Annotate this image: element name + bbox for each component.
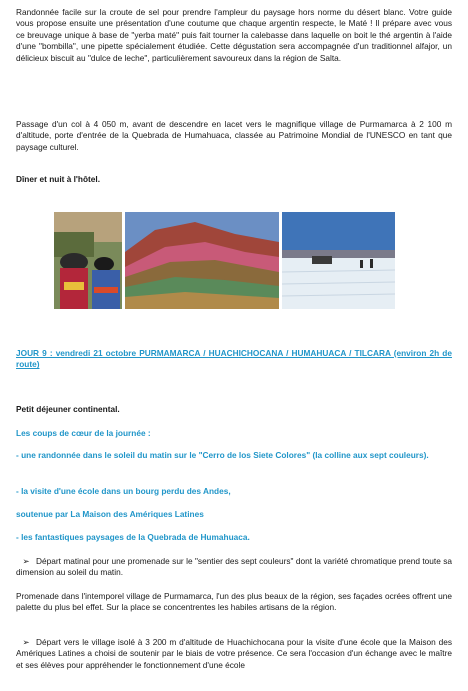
salt-flat-photo <box>282 212 395 309</box>
bullet-2-text: Départ vers le village isolé à 3 200 m d'altitude de Huachichocana pour la visite d'une école que la Maison des Amériques Latines a choisi de soutenir par le biais de votre présence. Ce sera l'occasion d'un échange avec le maître et ses élèves pour appréhender le fonctionnement d'une école <box>16 637 452 670</box>
bullet-paragraph-1 <box>16 556 452 579</box>
highlight-2b: soutenue par La Maison des Amériques Latines <box>16 509 204 519</box>
intro-paragraph-2: Passage d'un col à 4 050 m, avant de descendre en lacet vers le magnifique village de Purmamarca à 2 100 m d'altitude, porte d'entrée de la Quebrada de Humahuaca, classée au Patrimoine Mondial de l'UNESCO en tant que paysage culturel. <box>16 119 452 152</box>
highlight-1: - une randonnée dans le soleil du matin sur le "Cerro de los Siete Colores" (la colline aux sept couleurs). <box>16 450 429 460</box>
purmamarca-paragraph: Promenade dans l'intemporel village de Purmamarca, l'un des plus beaux de la région, ses façades ocrées offrent une palette du plus bel effet. Sur la place se concentrentes les habiles artisans de la région. <box>16 591 452 613</box>
seven-colors-hill-photo <box>125 212 279 309</box>
highlights-title: Les coups de cœur de la journée : <box>16 428 151 438</box>
day9-heading: JOUR 9 : vendredi 21 octobre PURMAMARCA / HUACHICHOCANA / HUMAHUACA / TILCARA (environ 2h de route) <box>16 348 452 370</box>
highlight-3: - les fantastiques paysages de la Quebrada de Humahuaca. <box>16 532 250 542</box>
arrow-bullet-icon: ➢ <box>22 556 30 566</box>
intro-paragraph-1: Randonnée facile sur la croute de sel pour prendre l'ampleur du paysage hors norme du désert blanc. Votre guide vous propose ensuite une présentation d'une coutume que chaque argentin respecte, le Maté ! Il prépare avec vous ce breuvage unique à base de "yerba maté" puis fait tourner la calebasse dans laquelle on boit le thé argentin à l'aide d'une "bombilla", une pipette spécialement étudiée. Cette dégustation sera accompagnée d'un traditionnel alfajor, un délicieux biscuit au "dulce de leche", particulièrement savoureux dans la région de Salta. <box>16 7 452 63</box>
breakfast-line: Petit déjeuner continental. <box>16 404 120 414</box>
dinner-line: Dîner et nuit à l'hôtel. <box>16 174 101 184</box>
arrow-bullet-icon: ➢ <box>22 637 30 647</box>
photo-strip <box>54 212 395 309</box>
bullet-1-text: Départ matinal pour une promenade sur le "sentier des sept couleurs" dont la variété chromatique prend toute sa dimension au soleil du matin. <box>16 556 452 578</box>
bullet-paragraph-2 <box>16 637 452 671</box>
highlight-2: - la visite d'une école dans un bourg perdu des Andes, <box>16 486 231 496</box>
andean-women-photo <box>54 212 122 309</box>
